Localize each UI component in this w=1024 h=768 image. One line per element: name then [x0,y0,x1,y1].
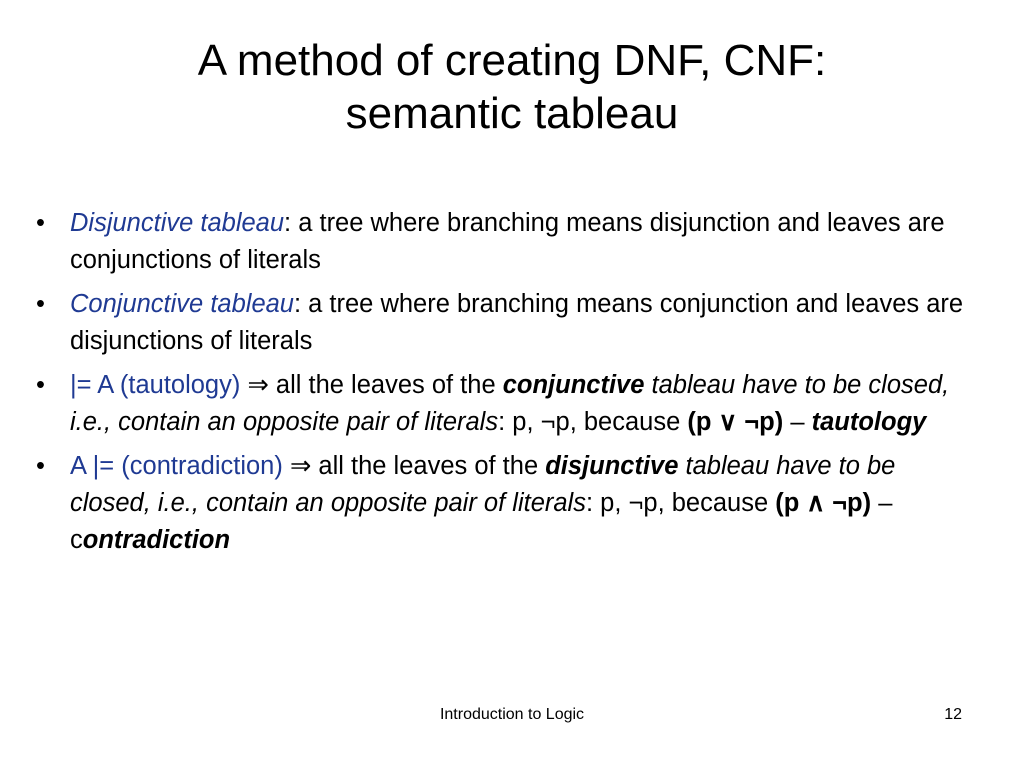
leaves-text: all the leaves of the [318,452,546,480]
implies-arrow-icon: ⇒ [240,371,276,399]
page-number: 12 [944,706,962,723]
slide-title [40,34,984,140]
bullet-tautology [36,367,976,441]
conjunctive-keyword: conjunctive [502,371,645,399]
title-line-1: A method of creating DNF, CNF: [197,36,827,85]
literals-example: : p, ¬p, because [585,489,776,517]
bullet-conjunctive-tableau [36,286,976,360]
literals-example: : p, ¬p, because [498,408,688,436]
footer-title: Introduction to Logic [439,706,585,723]
closed-tableau-text: tableau have to be closed, i.e., contain an opposite pair of literals [70,371,950,436]
disjunctive-keyword: disjunctive [545,452,679,480]
closed-tableau-text: tableau have to be closed, i.e., contain an opposite pair of literals [70,452,896,517]
term-conjunctive-tableau: Conjunctive tableau [70,290,294,318]
contradiction-formula: (p ∧ ¬p) [775,489,872,517]
definition-text: : a tree where branching means disjunction and leaves are conjunctions of literals [70,209,945,274]
bullet-marker: • [36,371,45,399]
contradiction-keyword: ontradiction [82,526,231,554]
bullet-contradiction [36,448,976,559]
term-disjunctive-tableau: Disjunctive tableau [70,209,285,237]
implies-arrow-icon: ⇒ [282,452,319,480]
bullet-marker: • [36,452,45,480]
bullet-list [36,205,976,566]
tautology-keyword: tautology [811,408,927,436]
definition-text: : a tree where branching means conjunction and leaves are disjunctions of literals [70,290,964,355]
leaves-text: all the leaves of the [275,371,503,399]
dash: – [783,408,812,436]
contradiction-lead: A |= (contradiction) [70,452,283,480]
title-line-2: semantic tableau [345,89,679,138]
bullet-disjunctive-tableau [36,205,976,279]
tautology-lead: |= A (tautology) [70,371,241,399]
tautology-formula: (p ∨ ¬p) [687,408,784,436]
dash: – c [70,489,893,554]
bullet-marker: • [36,209,45,237]
bullet-marker: • [36,290,45,318]
